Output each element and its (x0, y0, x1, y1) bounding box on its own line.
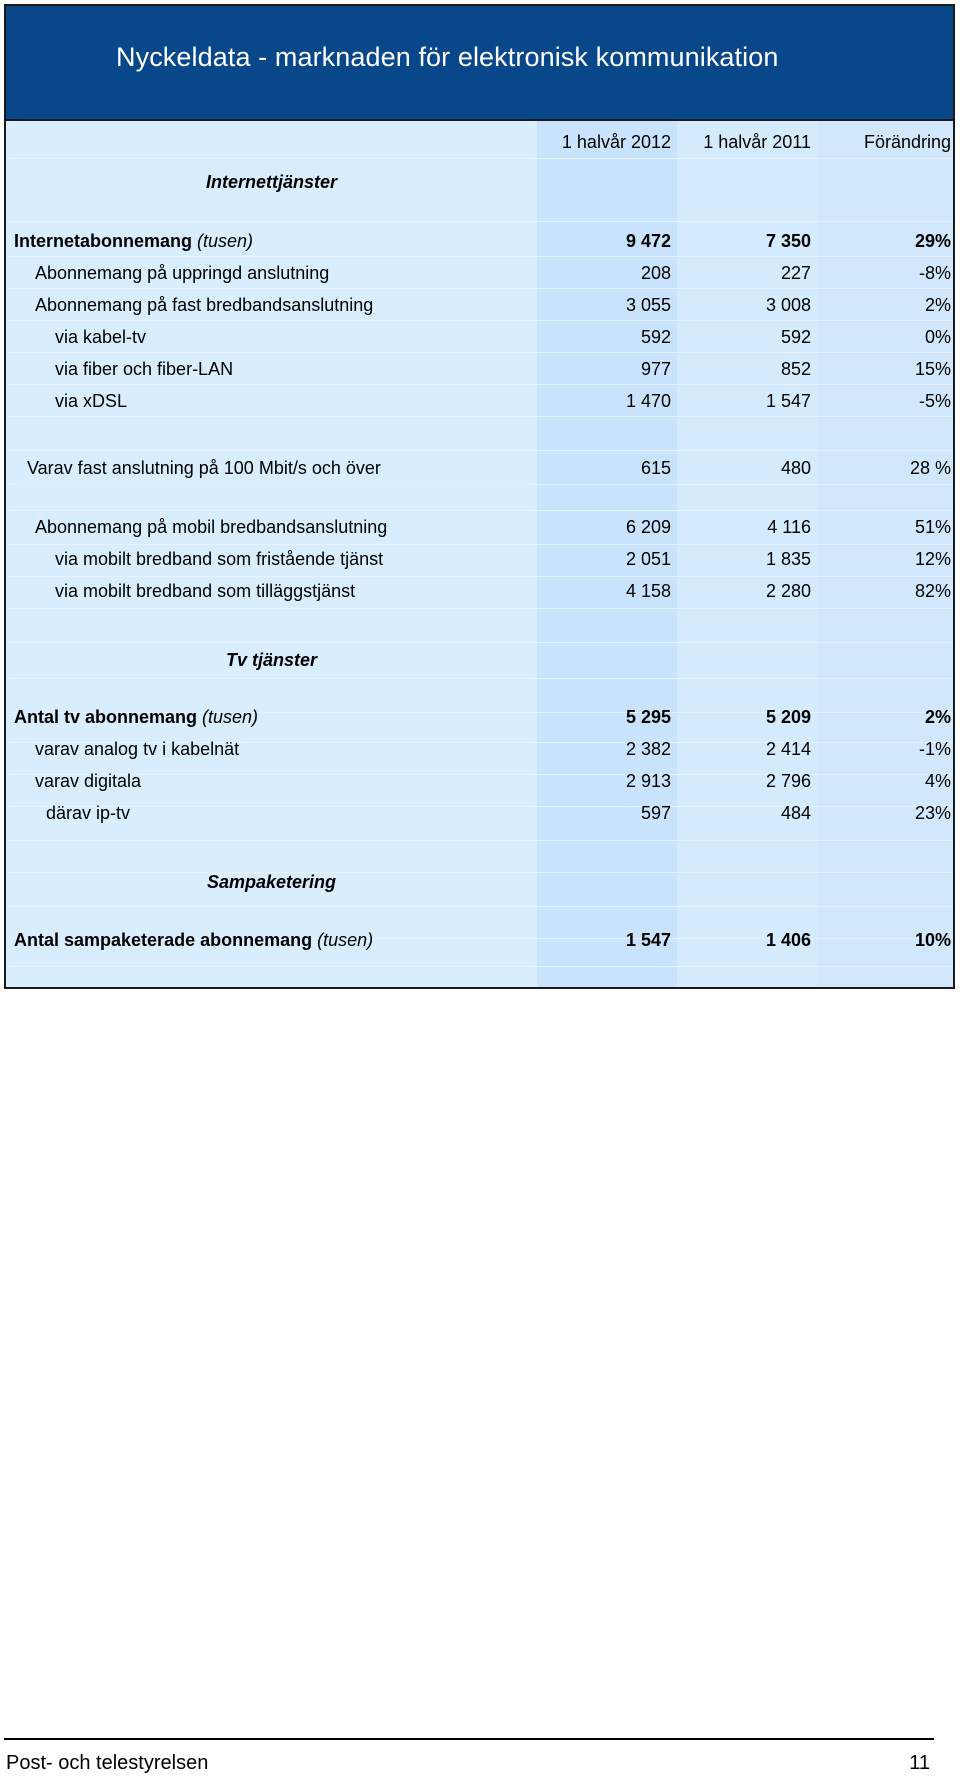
value-2011: 2 414 (765, 739, 811, 759)
key-data-table (4, 4, 955, 989)
table-row (6, 513, 955, 541)
value-change: 2% (924, 707, 951, 727)
value-2012: 1 470 (625, 391, 671, 411)
grid-line (6, 906, 953, 907)
footer-divider (4, 1738, 934, 1740)
grid-line (6, 158, 953, 159)
grid-line (6, 352, 953, 353)
grid-line (6, 384, 953, 385)
value-change: 28 % (909, 458, 951, 478)
value-2011: 852 (780, 359, 811, 379)
value-2012: 5 295 (625, 707, 671, 727)
value-2012: 4 158 (625, 581, 671, 601)
value-2011: 1 547 (765, 391, 811, 411)
value-2011: 2 796 (765, 771, 811, 791)
row-label-text: Antal sampaketerade abonnemang (14, 930, 313, 950)
value-change: 15% (914, 359, 951, 379)
value-change: 2% (924, 295, 951, 315)
value-2012: 9 472 (625, 231, 671, 251)
table-row (6, 387, 955, 415)
row-label: Abonnemang på mobil bredbandsanslutning (35, 517, 388, 537)
row-label: Abonnemang på uppringd anslutning (35, 263, 330, 283)
grid-line (6, 966, 953, 967)
table-row (6, 703, 955, 731)
value-2012: 615 (640, 458, 671, 478)
value-change: 12% (914, 549, 951, 569)
table-row (6, 323, 955, 351)
value-2011: 484 (780, 803, 811, 823)
value-change: 10% (914, 930, 951, 950)
row-unit: (tusen) (197, 231, 254, 251)
row-label (14, 227, 253, 255)
section-title-bundle: Sampaketering (206, 872, 337, 892)
value-2011: 4 116 (767, 517, 811, 537)
value-change: -1% (918, 739, 951, 759)
value-change: 4% (924, 771, 951, 791)
value-2012: 597 (640, 803, 671, 823)
value-2012: 2 913 (625, 771, 671, 791)
value-change: 23% (914, 803, 951, 823)
value-2011: 7 350 (765, 231, 811, 251)
column-header-2012: 1 halvår 2012 (561, 132, 671, 152)
row-unit: (tusen) (202, 707, 259, 727)
row-label: därav ip-tv (46, 803, 131, 823)
column-header-change: Förändring (863, 132, 951, 152)
section-title-internet: Internettjänster (205, 172, 338, 192)
table-row (6, 227, 955, 255)
column-header-2011: 1 halvår 2011 (703, 132, 811, 152)
value-change: -8% (918, 263, 951, 283)
table-row (6, 454, 955, 482)
value-2012: 977 (640, 359, 671, 379)
grid-line (6, 256, 953, 257)
value-2012: 2 051 (625, 549, 671, 569)
row-unit: (tusen) (317, 930, 374, 950)
row-label: via fiber och fiber-LAN (55, 359, 234, 379)
row-label: Abonnemang på fast bredbandsanslutning (35, 295, 374, 315)
value-change: 0% (924, 327, 951, 347)
grid-line (6, 608, 953, 609)
table-row (6, 545, 955, 573)
page-title: Nyckeldata - marknaden för elektronisk kommunikation (116, 42, 779, 72)
row-label: varav analog tv i kabelnät (35, 739, 240, 759)
row-label: via mobilt bredband som tilläggstjänst (55, 581, 356, 601)
grid-line (6, 840, 953, 841)
grid-line (6, 484, 953, 485)
row-label (14, 926, 373, 954)
row-label (14, 703, 258, 731)
grid-line (6, 450, 953, 451)
table-row (6, 799, 955, 827)
table-row (6, 735, 955, 763)
row-label-text: Antal tv abonnemang (14, 707, 198, 727)
value-change: 82% (914, 581, 951, 601)
row-label: via mobilt bredband som fristående tjänst (55, 549, 384, 569)
grid-line (6, 642, 953, 643)
grid-line (6, 320, 953, 321)
table-row (6, 767, 955, 795)
value-2011: 480 (780, 458, 811, 478)
row-label: varav digitala (35, 771, 142, 791)
row-label: via kabel-tv (55, 327, 147, 347)
value-2011: 3 008 (765, 295, 811, 315)
grid-line (6, 678, 953, 679)
value-2011: 2 280 (765, 581, 811, 601)
table-row (6, 259, 955, 287)
value-2012: 3 055 (625, 295, 671, 315)
grid-line (6, 221, 953, 222)
value-2011: 227 (780, 263, 811, 283)
grid-line (6, 510, 953, 511)
grid-line (6, 416, 953, 417)
title-bar (6, 6, 953, 121)
value-2011: 1 835 (765, 549, 811, 569)
section-title-tv: Tv tjänster (225, 650, 318, 670)
value-2012: 2 382 (625, 739, 671, 759)
value-change: -5% (918, 391, 951, 411)
grid-line (6, 288, 953, 289)
footer-publisher: Post- och telestyrelsen (6, 1752, 209, 1774)
table-row (6, 926, 955, 954)
row-label: Varav fast anslutning på 100 Mbit/s och över (27, 458, 381, 478)
value-2011: 1 406 (765, 930, 811, 950)
value-2012: 208 (640, 263, 671, 283)
value-2012: 1 547 (625, 930, 671, 950)
value-2011: 592 (780, 327, 811, 347)
page-number: 11 (909, 1752, 930, 1774)
value-change: 29% (914, 231, 951, 251)
table-row (6, 291, 955, 319)
table-row (6, 577, 955, 605)
value-2011: 5 209 (765, 707, 811, 727)
value-change: 51% (914, 517, 951, 537)
row-label-text: Internetabonnemang (14, 231, 193, 251)
value-2012: 6 209 (625, 517, 671, 537)
table-row (6, 355, 955, 383)
column-header-row (6, 128, 955, 156)
value-2012: 592 (640, 327, 671, 347)
row-label: via xDSL (55, 391, 128, 411)
